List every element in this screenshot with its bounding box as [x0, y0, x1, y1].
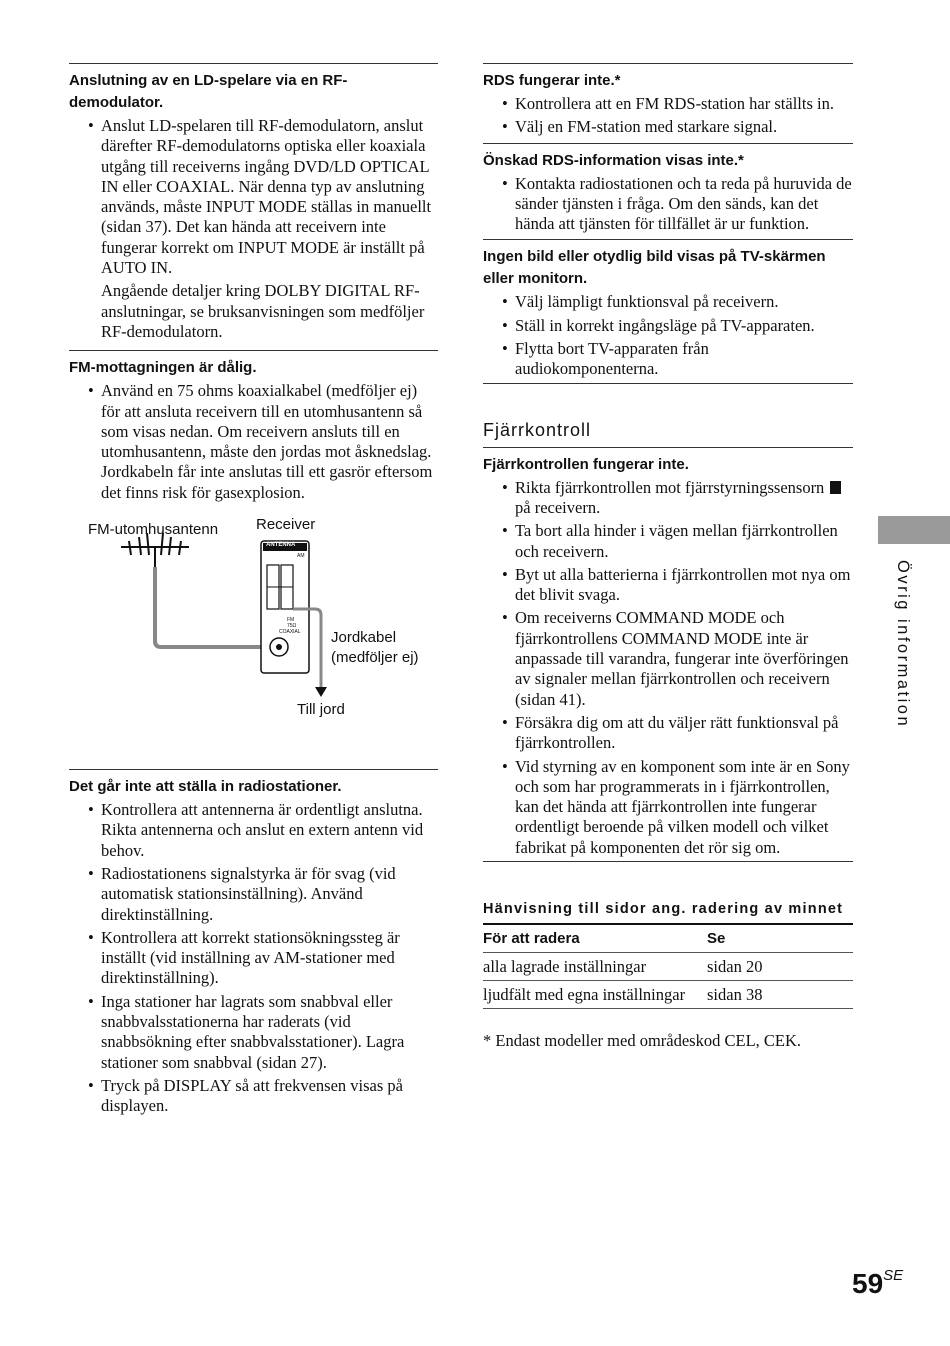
am-label: AM: [297, 553, 305, 560]
list-item: • Anslut LD-spelaren till RF-demodulatorn, anslut därefter RF-demodulatorns optiska eller koaxiala utgång till receiverns ingång DVD/LD OPTICAL IN eller COAXIAL. När denna typ av anslutning används, måste INPUT MODE ställas in manuellt (sidan 37). Det kan hända att receivern inte fungerar korrekt om INPUT MODE är inställt på AUTO IN.: [69, 116, 438, 278]
reference-title: Hänvisning till sidor ang. radering av minnet: [483, 901, 844, 918]
receiver-label: Receiver: [256, 516, 316, 534]
list-item: • Välj lämpligt funktionsval på receivern.: [483, 292, 853, 312]
right-column: [483, 63, 853, 1051]
ground-cable-label-2: (medföljer ej): [331, 649, 419, 667]
section-heading: Det går inte att ställa in radiostationer.: [69, 778, 342, 796]
list-item: • Om receiverns COMMAND MODE och fjärrkontrollens COMMAND MODE inte är anpassade till varandra, fungerar inte överföringen av signaler mellan fjärrkontrollen och receivern (sidan 41).: [483, 608, 853, 709]
list-item: • Försäkra dig om att du väljer rätt funktionsval på fjärrkontrollen.: [483, 713, 853, 754]
side-tab-text: Övrig information: [894, 560, 912, 729]
list-item: • Kontakta radiostationen och ta reda på huruvida de sänder tjänsten i fråga. Om den sänds, kan det hända att tjänsten för tillfället är ur funktion.: [483, 174, 853, 235]
section-heading: Fjärrkontrollen fungerar inte.: [483, 455, 689, 473]
antenna-panel-label: ANTENNA: [266, 542, 296, 549]
divider: [483, 383, 853, 384]
remote-sensor-icon: [830, 481, 841, 494]
footnote: * Endast modeller med områdeskod CEL, CEK.: [483, 1031, 802, 1051]
side-tab-marker: [878, 516, 950, 544]
list-item: • Byt ut alla batterierna i fjärrkontrollen mot nya om det blivit svaga.: [483, 565, 853, 606]
remote-bullet-text-a: Rikta fjärrkontrollen mot fjärrstyrningssensorn: [515, 477, 825, 497]
remote-bullet-text-b: på receivern.: [515, 497, 601, 517]
section-heading: Ingen bild eller otydlig bild visas på TV-skärmen eller monitorn.: [483, 248, 826, 288]
tuning-section: [69, 769, 438, 1116]
remote-title: [483, 420, 853, 447]
section-heading: RDS fungerar inte.*: [483, 72, 621, 89]
remote-section: [483, 447, 853, 858]
side-tab-label: [892, 560, 912, 740]
list-item: • Ställ in korrekt ingångsläge på TV-apparaten.: [483, 316, 853, 336]
note-text: Angående detaljer kring DOLBY DIGITAL RF-anslutningar, se bruksanvisningen som medföljer RF-demodulatorn.: [101, 281, 425, 341]
rds-section: [483, 63, 853, 138]
list-item: • Ta bort alla hinder i vägen mellan fjärrkontrollen och receivern.: [483, 521, 853, 562]
table-cell: sidan 20: [707, 953, 853, 981]
coaxial-cable: [155, 567, 277, 647]
fm-label: FM: [287, 617, 295, 624]
fm-reception-section: [69, 350, 438, 503]
list-item: • Välj en FM-station med starkare signal.: [483, 117, 853, 137]
list-item: • Inga stationer har lagrats som snabbval eller snabbvalsstationerna har raderats (vid snabbsökning efter snabbvalsstationer). Lagra stationer som snabbval (sidan 27).: [69, 992, 438, 1073]
section-heading: Önskad RDS-information visas inte.*: [483, 151, 744, 169]
left-column: [69, 63, 438, 1120]
table-cell: sidan 38: [707, 981, 853, 1009]
table-row: [483, 953, 853, 981]
table-cell: alla lagrade inställningar: [483, 953, 707, 981]
ld-player-section: [69, 63, 438, 342]
table-header-cell: Se: [707, 924, 853, 953]
page-number-value: 59: [852, 1268, 884, 1299]
erase-memory-table: [483, 923, 853, 1009]
tv-picture-section: [483, 239, 853, 379]
list-item: [483, 478, 853, 519]
page-number-suffix: SE: [883, 1267, 904, 1284]
table-row: [483, 981, 853, 1009]
ground-label: Till jord: [297, 701, 345, 719]
table-header-cell: För att radera: [483, 924, 707, 953]
list-item: • Flytta bort TV-apparaten från audiokomponenterna.: [483, 339, 853, 380]
table-header-row: [483, 924, 853, 953]
coaxial-label: COAXIAL: [279, 629, 301, 636]
section-heading: Anslutning av en LD-spelare via en RF-demodulator.: [69, 72, 348, 111]
list-item: • Kontrollera att en FM RDS-station har ställts in.: [483, 94, 853, 114]
table-cell: ljudfält med egna inställningar: [483, 981, 707, 1009]
section-heading: FM-mottagningen är dålig.: [69, 359, 257, 377]
list-item: • Använd en 75 ohms koaxialkabel (medföljer ej) för att ansluta receivern till en utomhusantenn så som visas nedan. Om receivern ansluts till en utomhusantenn, måste den jordas mot åsknedslag. Jordkabeln får inte anslutas till ett gasrör eftersom det finns risk för gasexplosion.: [69, 381, 438, 503]
divider: [483, 861, 853, 862]
fm-antenna-icon: [121, 533, 189, 567]
rds-info-section: [483, 143, 853, 235]
list-item: • Kontrollera att antennerna är ordentligt anslutna. Rikta antennerna och anslut en extern antenn vid behov.: [69, 800, 438, 861]
antenna-diagram: [69, 511, 438, 769]
antenna-label: FM-utomhusantenn: [88, 521, 219, 539]
page-number: [852, 1268, 903, 1300]
remote-section-title: Fjärrkontroll: [483, 419, 592, 440]
ground-cable-label-1: Jordkabel: [331, 629, 397, 647]
list-item: • Vid styrning av en komponent som inte är en Sony och som har programmerats in i fjärrkontrollen, kan det hända att fjärrkontrollen inte fungerar ordentligt beroende på vilken modell och vilket fabrikat på komponenten det rör sig om.: [483, 757, 853, 858]
ohm-label: 75Ω: [287, 623, 297, 630]
list-item: • Tryck på DISPLAY så att frekvensen visas på displayen.: [69, 1076, 438, 1117]
list-item: • Radiostationens signalstyrka är för svag (vid automatisk stationsinställning). Använd direktinställning.: [69, 864, 438, 925]
list-item: • Kontrollera att korrekt stationsökningssteg är inställt (vid inställning av AM-stationer med direktinställning).: [69, 928, 438, 989]
